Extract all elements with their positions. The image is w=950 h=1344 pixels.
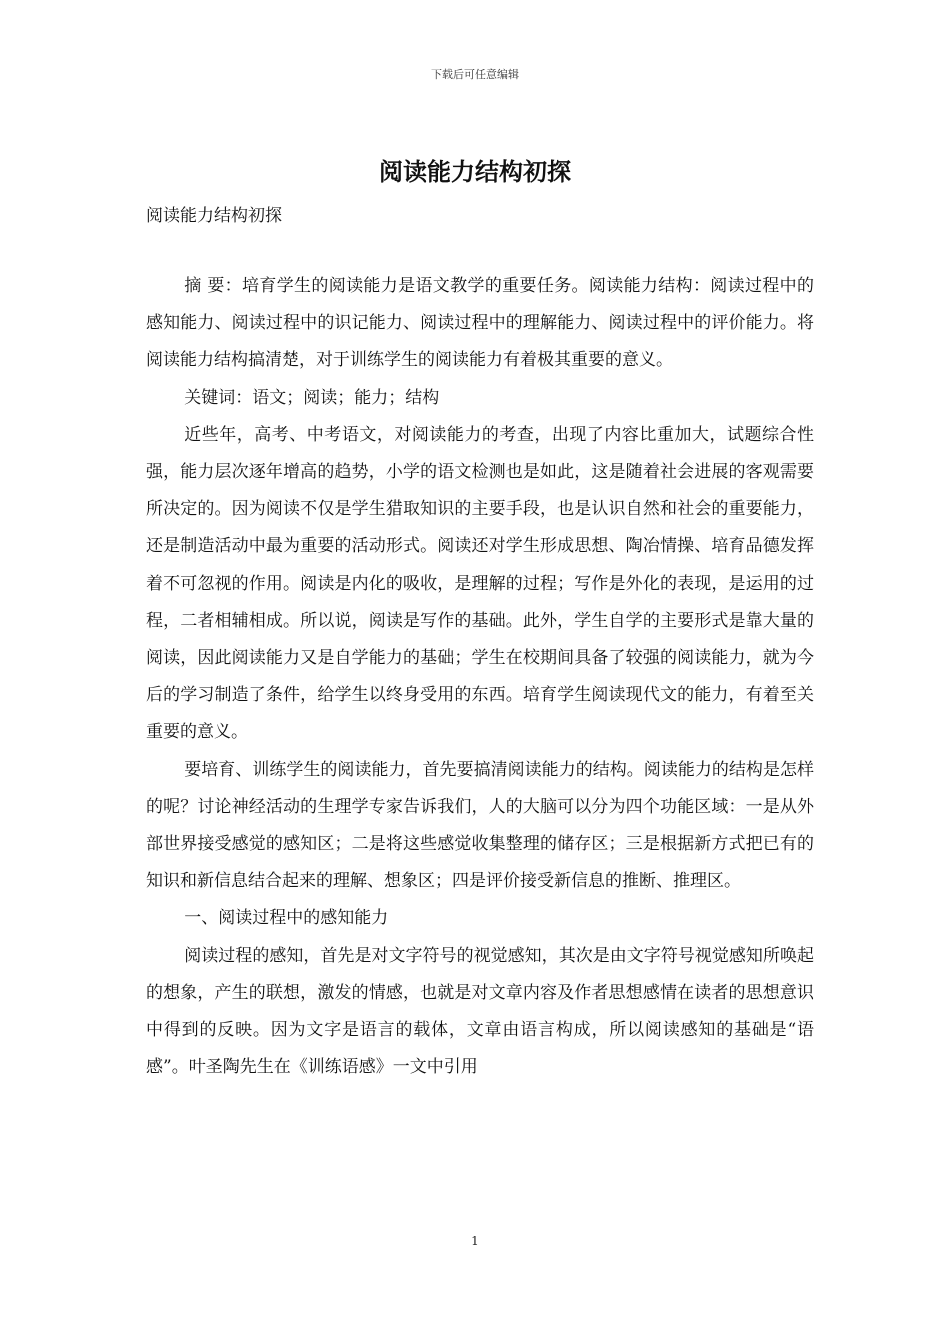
page-number: 1 xyxy=(471,1234,479,1248)
body-paragraph: 要培育、训练学生的阅读能力，首先要搞清阅读能力的结构。阅读能力的结构是怎样的呢？讨论神经活动的生理学专家告诉我们，人的大脑可以分为四个功能区域：一是从外部世界接受感觉的感知区；二是将这些感觉收集整理的储存区；三是根据新方式把已有的知识和新信息结合起来的理解、想象区；四是评价接受新信息的推断、推理区。 xyxy=(146,759,814,892)
abstract-paragraph: 摘 要：培育学生的阅读能力是语文教学的重要任务。阅读能力结构：阅读过程中的感知能力、阅读过程中的识记能力、阅读过程中的理解能力、阅读过程中的评价能力。将阅读能力结构搞清楚，对于训练学生的阅读能力有着极其重要的意义。 xyxy=(146,276,814,371)
body-paragraph: 阅读过程的感知，首先是对文字符号的视觉感知，其次是由文字符号视觉感知所唤起的想象，产生的联想，激发的情感，也就是对文章内容及作者思想感情在读者的思想意识中得到的反映。因为文字是语言的载体，文章由语言构成，所以阅读感知的基础是“语感”。叶圣陶先生在《训练语感》一文中引用 xyxy=(146,945,814,1078)
page-header-note: 下载后可任意编辑 xyxy=(431,68,519,81)
keywords-paragraph: 关键词：语文；阅读；能力；结构 xyxy=(184,387,440,408)
document-subtitle: 阅读能力结构初探 xyxy=(146,206,282,226)
document-body xyxy=(146,268,814,1086)
section-heading: 一、阅读过程中的感知能力 xyxy=(184,908,389,929)
body-paragraph: 近些年，高考、中考语文，对阅读能力的考查，出现了内容比重加大，试题综合性强，能力层次逐年增高的趋势，小学的语文检测也是如此，这是随着社会进展的客观需要所决定的。因为阅读不仅是学生猎取知识的主要手段，也是认识自然和社会的重要能力，还是制造活动中最为重要的活动形式。阅读还对学生形成思想、陶冶情操、培育品德发挥着不可忽视的作用。阅读是内化的吸收，是理解的过程；写作是外化的表现，是运用的过程，二者相辅相成。所以说，阅读是写作的基础。此外，学生自学的主要形式是靠大量的阅读，因此阅读能力又是自学能力的基础；学生在校期间具备了较强的阅读能力，就为今后的学习制造了条件，给学生以终身受用的东西。培育学生阅读现代文的能力，有着至关重要的意义。 xyxy=(146,424,814,743)
document-title: 阅读能力结构初探 xyxy=(379,158,571,186)
